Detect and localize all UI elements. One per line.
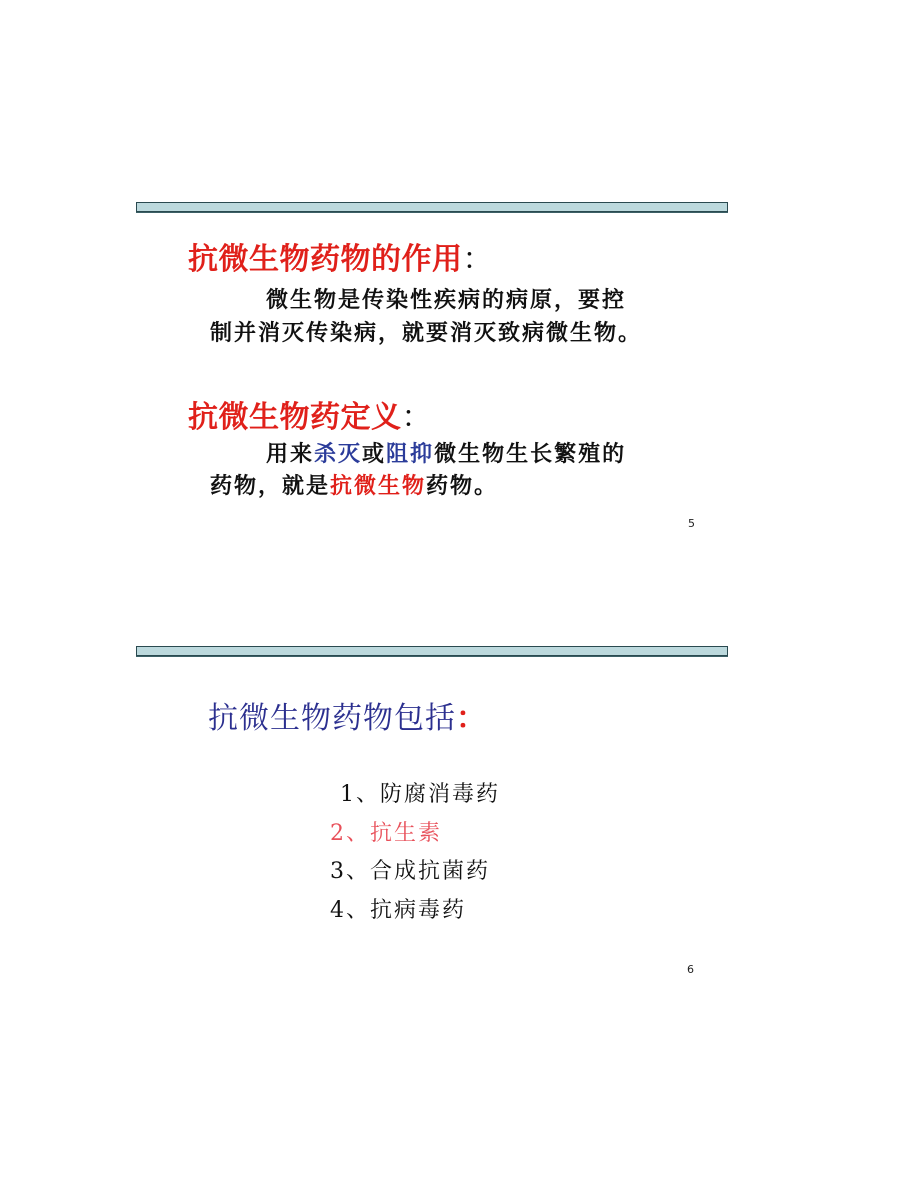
text-segment: 或 — [362, 442, 387, 467]
heading-function — [188, 234, 493, 278]
text-segment: 药物，就是 — [210, 474, 331, 499]
heading-colon: ： — [401, 400, 432, 435]
text-segment: 微生物生长繁殖的 — [434, 442, 627, 467]
term-inhibit: 阻抑 — [386, 442, 435, 467]
para-function-line-2: 制并消灭传染病，就要消灭致病微生物。 — [210, 321, 643, 346]
page-number: 6 — [687, 963, 694, 976]
heading-definition-text: 抗微生物药定义 — [188, 400, 402, 435]
slide-5 — [0, 0, 920, 595]
text-segment: 用来 — [266, 442, 315, 467]
slide-title-text: 抗微生物药物包括 — [208, 701, 456, 736]
slide-title — [208, 693, 487, 737]
para-definition-line-1 — [266, 437, 626, 468]
heading-definition — [188, 392, 432, 436]
title-bar — [136, 202, 728, 212]
list-item-1: 1、防腐消毒药 — [340, 782, 500, 807]
slide-6 — [0, 595, 920, 1191]
text-segment: 药物。 — [426, 474, 499, 499]
title-bar — [136, 646, 728, 656]
heading-colon: ： — [462, 242, 493, 277]
title-colon: ： — [456, 701, 487, 736]
heading-function-text: 抗微生物药物的作用 — [188, 242, 463, 277]
list-item-2: 2、抗生素 — [330, 821, 442, 846]
para-function-line-1: 微生物是传染性疾病的病原，要控 — [266, 288, 627, 313]
para-definition-line-2 — [210, 469, 498, 500]
list-item-3: 3、合成抗菌药 — [330, 859, 490, 884]
term-antimicrobial: 抗微生物 — [330, 474, 427, 499]
term-kill: 杀灭 — [314, 442, 363, 467]
list-item-4: 4、抗病毒药 — [330, 898, 466, 923]
page-number: 5 — [688, 517, 695, 530]
